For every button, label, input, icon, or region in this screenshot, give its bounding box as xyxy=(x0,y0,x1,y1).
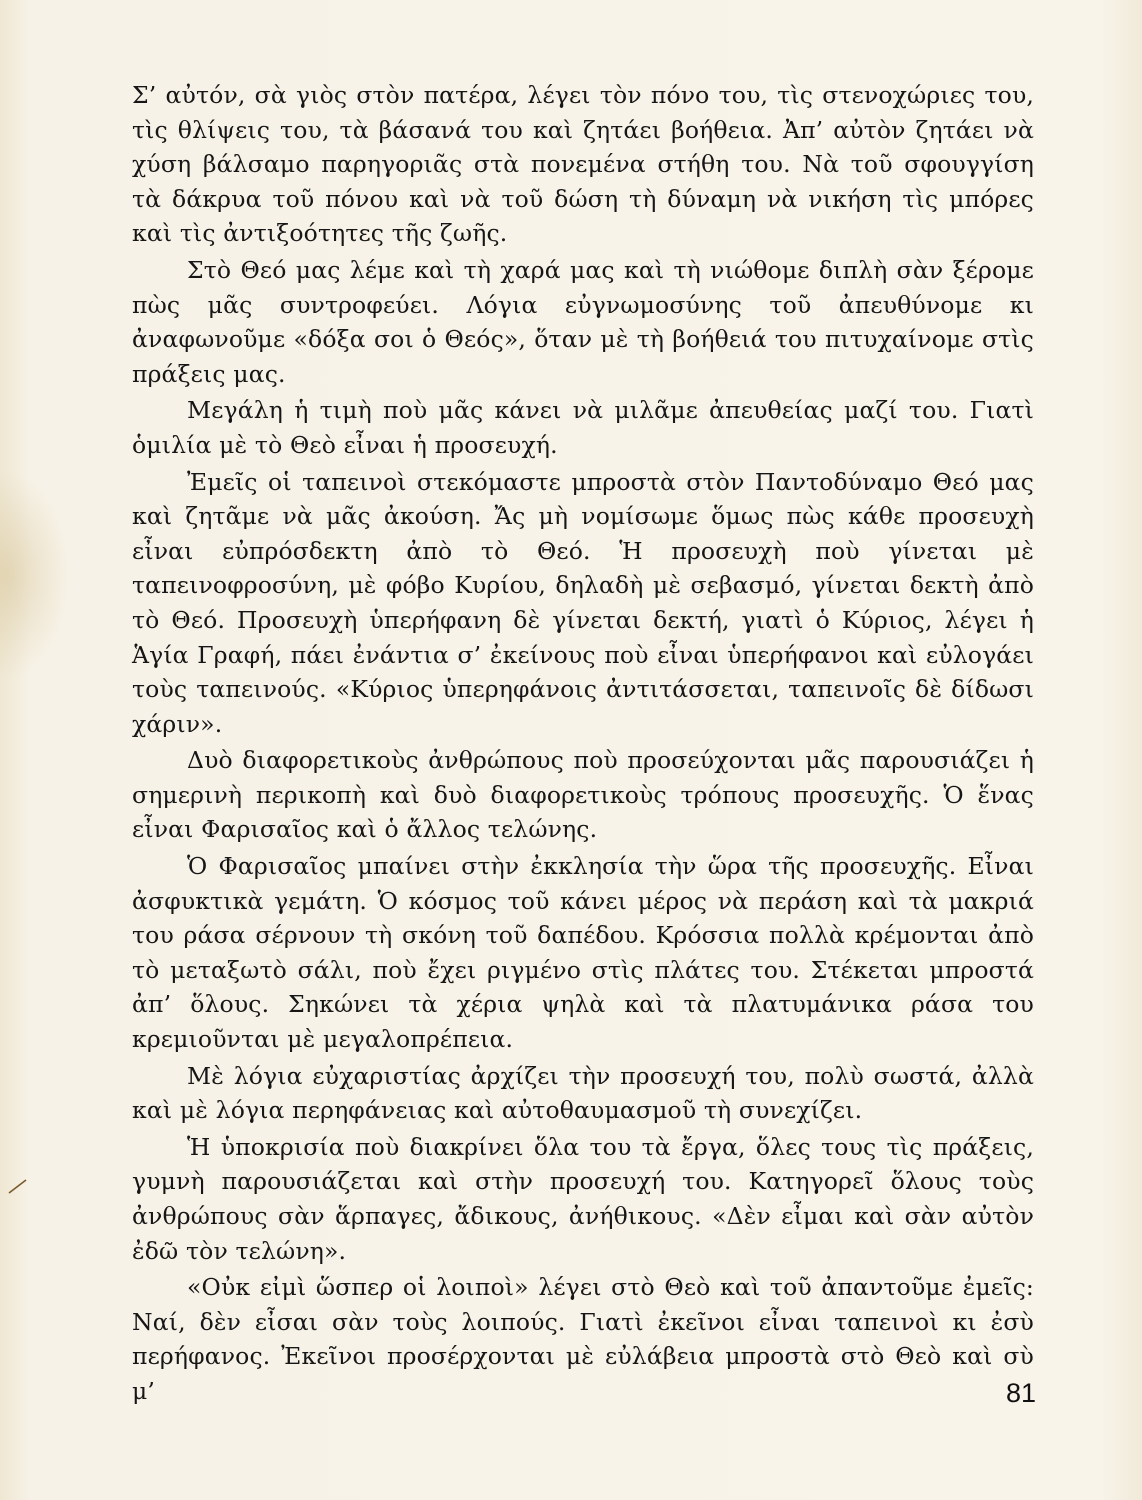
paragraph-5: Δυὸ διαφορετικοὺς ἀνθρώπους ποὺ προσεύχονται μᾶς παρουσιάζει ἡ σημερινὴ περικοπὴ καὶ δυὸ διαφορετικοὺς τρόπους προσευχῆς. Ὁ ἕνας εἶναι Φαρισαῖος καὶ ὁ ἄλλος τελώνης. xyxy=(132,746,1034,844)
paragraph-1: Σ’ αὐτόν, σὰ γιὸς στὸν πατέρα, λέγει τὸν πόνο του, τὶς στενοχώριες του, τὶς θλίψεις του, τὰ βάσανά του καὶ ζητάει βοήθεια. Ἀπ’ αὐτὸν ζητάει νὰ χύση βάλσαμο παρηγοριᾶς στὰ πονεμένα στήθη του. Νὰ τοῦ σφουγγίση τὰ δάκρυα τοῦ πόνου καὶ νὰ τοῦ δώση τὴ δύναμη νὰ νικήση τὶς μπόρες καὶ τὶς ἀντιξοότητες τῆς ζωῆς. xyxy=(132,81,1034,248)
paragraph-4: Ἐμεῖς οἱ ταπεινοὶ στεκόμαστε μπροστὰ στὸν Παντοδύναμο Θεό μας καὶ ζητᾶμε νὰ μᾶς ἀκούση. Ἄς μὴ νομίσωμε ὅμως πὼς κάθε προσευχὴ εἶναι εὐπρόσδεκτη ἀπὸ τὸ Θεό. Ἡ προσευχὴ ποὺ γίνεται μὲ ταπεινοφροσύνη, μὲ φόβο Κυρίου, δηλαδὴ μὲ σεβασμό, γίνεται δεκτὴ ἀπὸ τὸ Θεό. Προσευχὴ ὑπερήφανη δὲ γίνεται δεκτή, γιατὶ ὁ Κύριος, λέγει ἡ Ἁγία Γραφή, πάει ἐνάντια σ’ ἐκείνους ποὺ εἶναι ὑπερήφανοι καὶ εὐλογάει τοὺς ταπεινούς. «Κύριος ὑπερηφάνοις ἀντιτάσσεται, ταπεινοῖς δὲ δίδωσι χάριν». xyxy=(132,467,1034,738)
body-text xyxy=(132,78,1037,1411)
paper-stain xyxy=(0,470,70,680)
paragraph-3: Μεγάλη ἡ τιμὴ ποὺ μᾶς κάνει νὰ μιλᾶμε ἀπευθείας μαζί του. Γιατὶ ὁμιλία μὲ τὸ Θεὸ εἶναι ἡ προσευχή. xyxy=(132,396,1034,459)
paragraph-9: «Οὐκ εἰμὶ ὥσπερ οἱ λοιποὶ» λέγει στὸ Θεὸ καὶ τοῦ ἀπαντοῦμε ἐμεῖς: Ναί, δὲν εἶσαι σὰν τοὺς λοιπούς. Γιατὶ ἐκεῖνοι εἶναι ταπεινοὶ κι ἐσὺ περήφανος. Ἐκεῖνοι προσέρχονται μὲ εὐλάβεια μπροστὰ στὸ Θεὸ καὶ σὺ μ’ xyxy=(132,1273,1034,1405)
paragraph-7: Μὲ λόγια εὐχαριστίας ἀρχίζει τὴν προσευχή του, πολὺ σωστά, ἀλλὰ καὶ μὲ λόγια περηφάνειας καὶ αὐτοθαυμασμοῦ τὴ συνεχίζει. xyxy=(132,1061,1034,1125)
paragraph-6: Ὁ Φαρισαῖος μπαίνει στὴν ἐκκλησία τὴν ὥρα τῆς προσευχῆς. Εἶναι ἀσφυκτικὰ γεμάτη. Ὁ κόσμος τοῦ κάνει μέρος νὰ περάση καὶ τὰ μακριά του ράσα σέρνουν τὴ σκόνη τοῦ δαπέδου. Κρόσσια πολλὰ κρέμονται ἀπὸ τὸ μεταξωτὸ σάλι, ποὺ ἔχει ριγμένο στὶς πλάτες του. Στέκεται μπροστά ἀπ’ ὅλους. Σηκώνει τὰ χέρια ψηλὰ καὶ τὰ πλατυμάνικα ράσα του κρεμιοῦνται μὲ μεγαλοπρέπεια. xyxy=(132,852,1034,1054)
pencil-mark xyxy=(8,1178,28,1194)
paragraph-8: Ἡ ὑποκρισία ποὺ διακρίνει ὅλα του τὰ ἔργα, ὅλες τους τὶς πράξεις, γυμνὴ παρουσιάζεται καὶ στὴν προσευχή του. Κατηγορεῖ ὅλους τοὺς ἀνθρώπους σὰν ἅρπαγες, ἄδικους, ἀνήθικους. «Δὲν εἶμαι καὶ σὰν αὐτὸν ἐδῶ τὸν τελώνη». xyxy=(132,1132,1034,1265)
page-number: 81 xyxy=(1006,1378,1037,1408)
paragraph-2: Στὸ Θεό μας λέμε καὶ τὴ χαρά μας καὶ τὴ νιώθομε διπλὴ σὰν ξέρομε πὼς μᾶς συντροφεύει. Λόγια εὐγνωμοσύνης τοῦ ἀπευθύνομε κι ἀναφωνοῦμε «δόξα σοι ὁ Θεός», ὅταν μὲ τὴ βοήθειά του πιτυχαίνομε στὶς πράξεις μας. xyxy=(132,255,1034,388)
